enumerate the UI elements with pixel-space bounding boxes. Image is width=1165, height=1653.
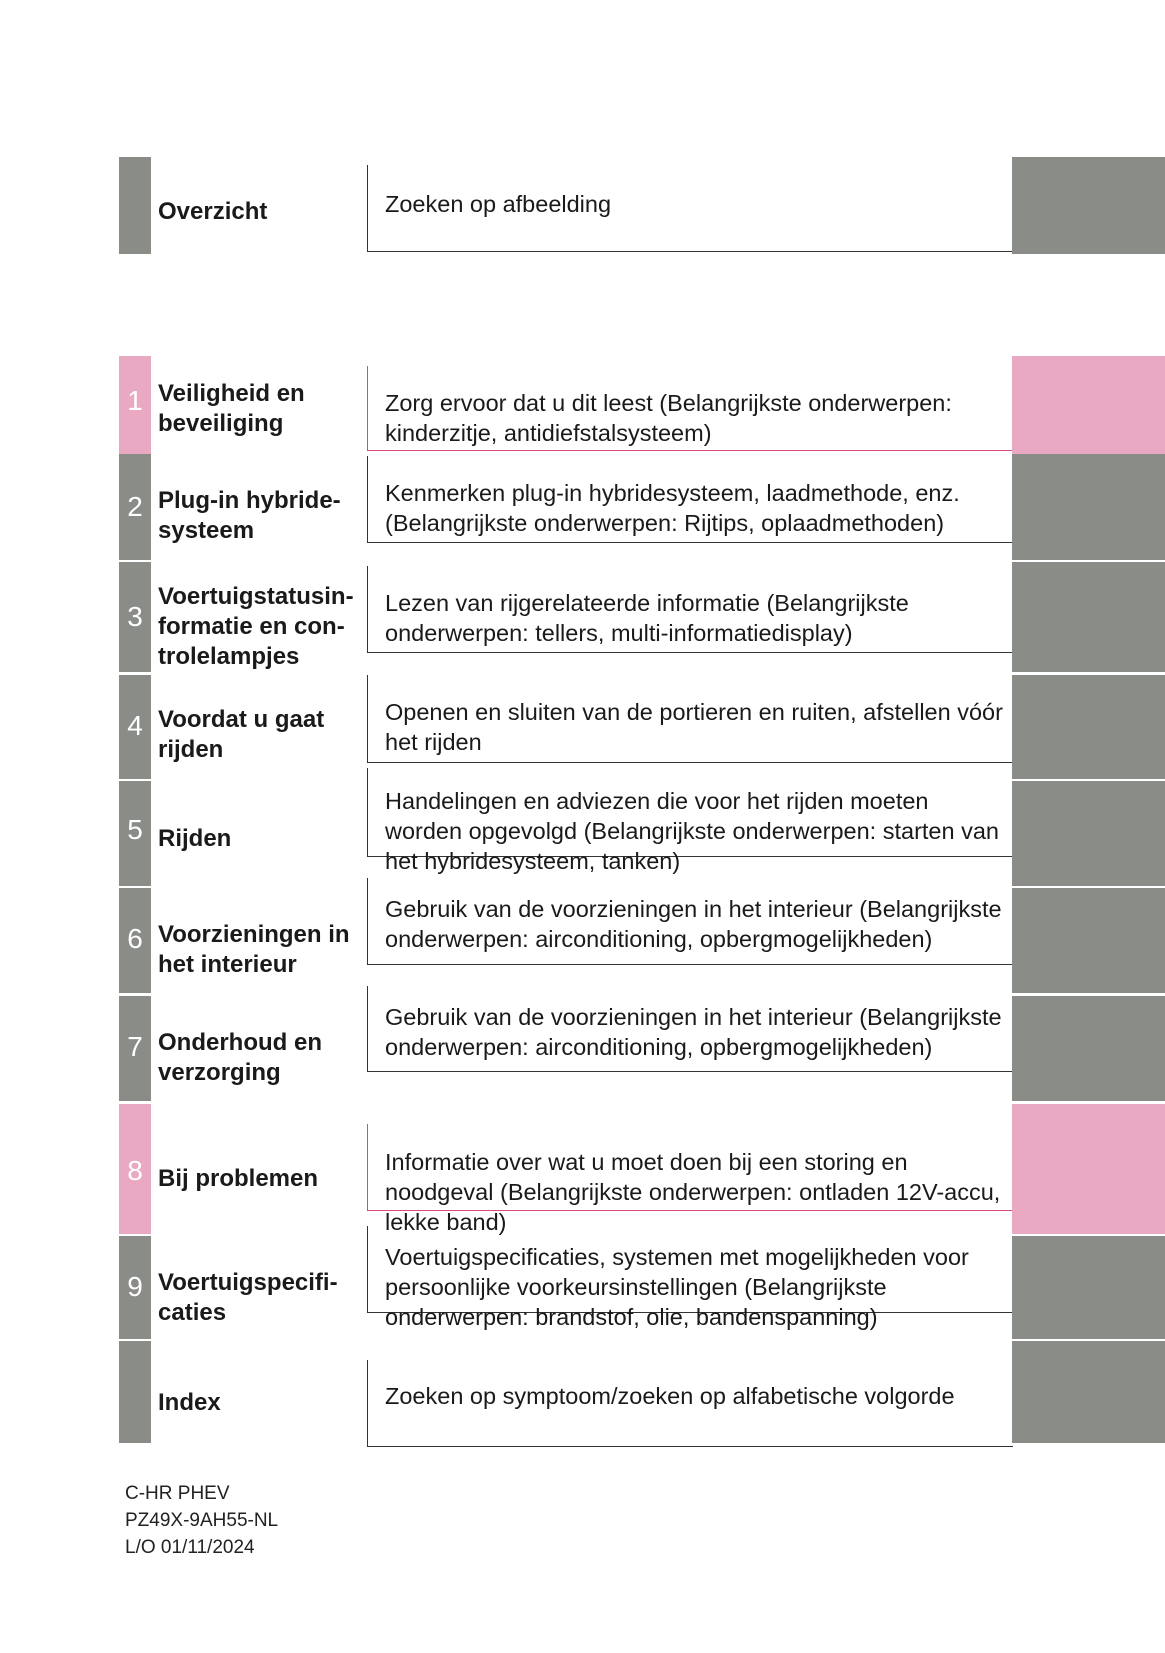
section-description: Voertuigspecificaties, systemen met mogelijkheden voor persoonlijke voorkeursinstellingen (Belangrijkste onderwerpen: brandstof, olie, bandenspanning) [385, 1244, 969, 1330]
section-tab-right[interactable] [1012, 157, 1165, 254]
title-line: systeem [158, 517, 255, 544]
model-name: C-HR PHEV [125, 1483, 230, 1504]
section-description: Zoeken op afbeelding [385, 191, 612, 217]
section-tab-left [119, 157, 151, 254]
section-tab-right[interactable] [1012, 996, 1165, 1101]
section-title [158, 920, 368, 980]
section-row[interactable] [0, 1341, 1165, 1443]
section-tab-right[interactable] [1012, 1341, 1165, 1443]
title-line: Voordat u gaat [158, 706, 325, 733]
section-number: 4 [127, 710, 143, 741]
title-line: formatie en con- [158, 613, 345, 640]
title-line: Voorzieningen in [158, 921, 350, 948]
section-title: Bij problemen [158, 1165, 319, 1192]
section-description: Handelingen en adviezen die voor het rijden moeten worden opgevolgd (Belangrijkste onderwerpen: starten van het hybridesysteem, tanken) [385, 788, 999, 874]
section-number: 9 [127, 1271, 143, 1302]
section-tab-right[interactable] [1012, 356, 1165, 454]
title-line: trolelampjes [158, 643, 300, 670]
title-line: Veiligheid en [158, 380, 305, 407]
section-title [158, 379, 368, 439]
section-number: 7 [127, 1031, 143, 1062]
section-description: Gebruik van de voorzieningen in het interieur (Belangrijkste onderwerpen: airconditioning, opbergmogelijkheden) [385, 896, 1002, 952]
section-tab-right[interactable] [1012, 675, 1165, 779]
section-row[interactable] [0, 157, 1165, 254]
section-number: 3 [127, 601, 143, 632]
section-title: Overzicht [158, 198, 268, 225]
section-description: Kenmerken plug-in hybridesysteem, laadmethode, enz. (Belangrijkste onderwerpen: Rijtips, oplaadmethoden) [385, 480, 960, 536]
section-number: 2 [127, 491, 143, 522]
section-number: 8 [127, 1155, 143, 1186]
section-description: Lezen van rijgerelateerde informatie (Belangrijkste onderwerpen: tellers, multi-informatiedisplay) [385, 590, 909, 646]
section-number: 5 [127, 814, 143, 845]
section-tab-left [119, 1341, 151, 1443]
section-row[interactable] [0, 356, 1165, 454]
section-row[interactable] [0, 781, 1165, 886]
section-tab-right[interactable] [1012, 781, 1165, 886]
section-tab-right[interactable] [1012, 888, 1165, 993]
section-title [158, 1028, 368, 1088]
section-row[interactable] [0, 1236, 1165, 1339]
section-title: Index [158, 1389, 221, 1416]
section-description: Zoeken op symptoom/zoeken op alfabetische volgorde [385, 1383, 955, 1409]
section-tab-right[interactable] [1012, 454, 1165, 560]
section-row[interactable] [0, 454, 1165, 560]
section-number: 1 [127, 385, 143, 416]
section-tab-right[interactable] [1012, 562, 1165, 672]
document-footer [125, 1480, 278, 1561]
section-row[interactable] [0, 675, 1165, 779]
title-line: Plug-in hybride- [158, 487, 341, 514]
section-description: Informatie over wat u moet doen bij een storing en noodgeval (Belangrijkste onderwerpen: ontladen 12V-accu, lekke band) [385, 1149, 1001, 1235]
section-row[interactable] [0, 996, 1165, 1101]
title-line: verzorging [158, 1059, 281, 1086]
section-tab-right[interactable] [1012, 1236, 1165, 1339]
section-description: Openen en sluiten van de portieren en ruiten, afstellen vóór het rijden [385, 699, 1003, 755]
title-line: caties [158, 1299, 227, 1326]
title-line: Onderhoud en [158, 1029, 322, 1056]
section-row[interactable] [0, 1104, 1165, 1234]
title-line: Voertuigspecifi- [158, 1269, 338, 1296]
document-date: L/O 01/11/2024 [125, 1537, 255, 1558]
title-line: Voertuigstatusin- [158, 583, 354, 610]
title-line: rijden [158, 736, 224, 763]
section-title: Rijden [158, 825, 232, 852]
section-title [158, 486, 368, 546]
section-number: 6 [127, 923, 143, 954]
section-title [158, 705, 368, 765]
document-code: PZ49X-9AH55-NL [125, 1510, 279, 1531]
section-title [158, 1268, 368, 1328]
section-tab-right[interactable] [1012, 1104, 1165, 1234]
section-description: Gebruik van de voorzieningen in het interieur (Belangrijkste onderwerpen: airconditioning, opbergmogelijkheden) [385, 1004, 1002, 1060]
section-row[interactable] [0, 562, 1165, 672]
section-row[interactable] [0, 888, 1165, 993]
section-description: Zorg ervoor dat u dit leest (Belangrijkste onderwerpen: kinderzitje, antidiefstalsysteem) [385, 390, 952, 446]
title-line: het interieur [158, 951, 297, 978]
title-line: beveiliging [158, 410, 284, 437]
section-title [158, 582, 368, 672]
